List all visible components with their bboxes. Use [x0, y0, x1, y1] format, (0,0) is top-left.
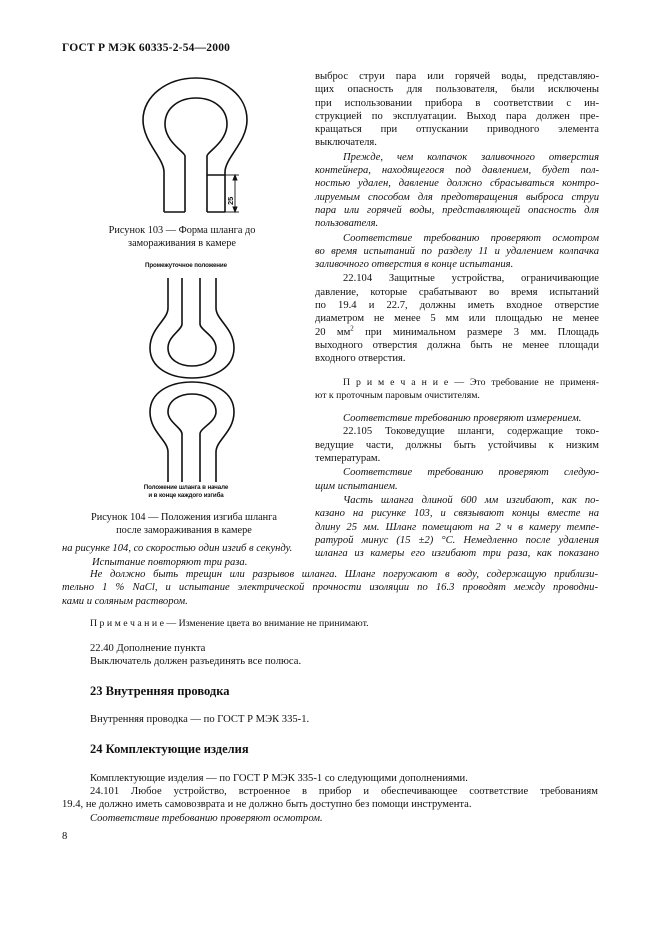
- figure-104-drawing: [140, 274, 244, 486]
- paragraph-22-40: 22.40 Дополнение пункта Выключатель должен разъединять все полюса.: [90, 643, 302, 668]
- full-line-1: на рисунке 104, со скоростью один изгиб в секунду.: [62, 543, 293, 554]
- paragraph-compliance-test: Соответствие требованию проверяют следую- щим испытанием.: [315, 467, 599, 492]
- note-color-change: П р и м е ч а н и е — Изменение цвета во внимание не принимают.: [90, 618, 369, 629]
- document-header: ГОСТ Р МЭК 60335-2-54—2000: [62, 42, 231, 54]
- paragraph-compliance-inspection: Соответствие требованию проверяют осмотром во время испытаний по разделу 11 и удалением колпачка заливочного отверстия в конце испытания.: [315, 232, 599, 271]
- section-24-title: 24 Комплектующие изделия: [90, 742, 249, 756]
- figure-103-caption: Рисунок 103 — Форма шланга до замораживания в камере: [108, 225, 256, 249]
- full-line-2: Испытание повторяют три раза.: [92, 557, 248, 568]
- section-23-title: 23 Внутренняя проводка: [90, 684, 230, 698]
- paragraph-cap-pressure: Прежде, чем колпачок заливочного отверстия контейнера, находящегося под давлением, будет пол- ностью удален, давление должно сбрасываться контро- лируемым способом для предотвращения выброса струи пара или горячей воды, представляющей опасность для пользователя.: [315, 151, 599, 230]
- page-number: 8: [62, 831, 68, 842]
- figure-103-drawing: [135, 72, 255, 222]
- paragraph-22-104: 22.104 Защитные устройства, ограничивающие давление, которые срабатывают во время испытаний по 19.4 и 22.7, должны иметь входное отверстие диаметром не менее 5 мм или площадью не менее 20 $мм^2$ при минимальном размере 3 мм. Площадь выходного отверстия должна быть не менее площади входного отверстия.: [315, 273, 599, 365]
- section-24-text: Комплектующие изделия — по ГОСТ Р МЭК 335-1 со следующими дополнениями.: [90, 773, 468, 784]
- paragraph-22-105: 22.105 Токоведущие шланги, содержащие токо- ведущие части, должны быть устойчивы к низким температурам.: [315, 426, 599, 465]
- right-column: [315, 70, 599, 560]
- figure-104-caption: Рисунок 104 — Положения изгиба шланга после замораживания в камере: [91, 512, 277, 536]
- note-steam-cleaners: П р и м е ч а н и е — Это требование не применя- ют к проточным паровым очистителям.: [315, 376, 600, 401]
- paragraph-hose-test: Часть шланга длиной 600 мм изгибают, как по- казано на рисунке 103, и связывают концы вместе на длину 25 мм. Шланг помещают на 2 ч в камеру темпе- ратурой минус (15 ±2) °С. Немедленно после удаления шланга из камеры его изгибают три раза, как показано: [315, 494, 599, 560]
- figure-104-top-label: Промежуточное положение: [145, 262, 227, 269]
- dimension-label: 25: [226, 196, 235, 205]
- section-23-text: Внутренняя проводка — по ГОСТ Р МЭК 335-1.: [90, 714, 310, 725]
- paragraph-24-101: 24.101 Любое устройство, встроенное в прибор и обеспечивающее соответствие требованиям 19.4, не должно иметь самовозврата и не должно быть доступно без помощи инструмента. Соответствие требованию проверяют осмотром.: [62, 786, 598, 824]
- paragraph-steam-jet: выброс струи пара или горячей воды, представляю- щих опасность для пользователя, были исключены при использовании прибора в соответствии с ин- струкцией по эксплуатации. Выход пара должен пре- кращаться при отпускании приводного элемента выключателя.: [315, 71, 599, 149]
- paragraph-cracks: Не должно быть трещин или разрывов шланга. Шланг погружают в воду, содержащую приблизи- тельно 1 % NaCl, и испытание электрической прочности изоляции по 16.3 проводят между проводни- ками и соляным раствором.: [62, 569, 598, 607]
- paragraph-compliance-measurement: Соответствие требованию проверяют измерением.: [343, 413, 582, 425]
- figure-104-bottom-label: Положение шланга в начале и в конце каждого изгиба: [143, 484, 229, 499]
